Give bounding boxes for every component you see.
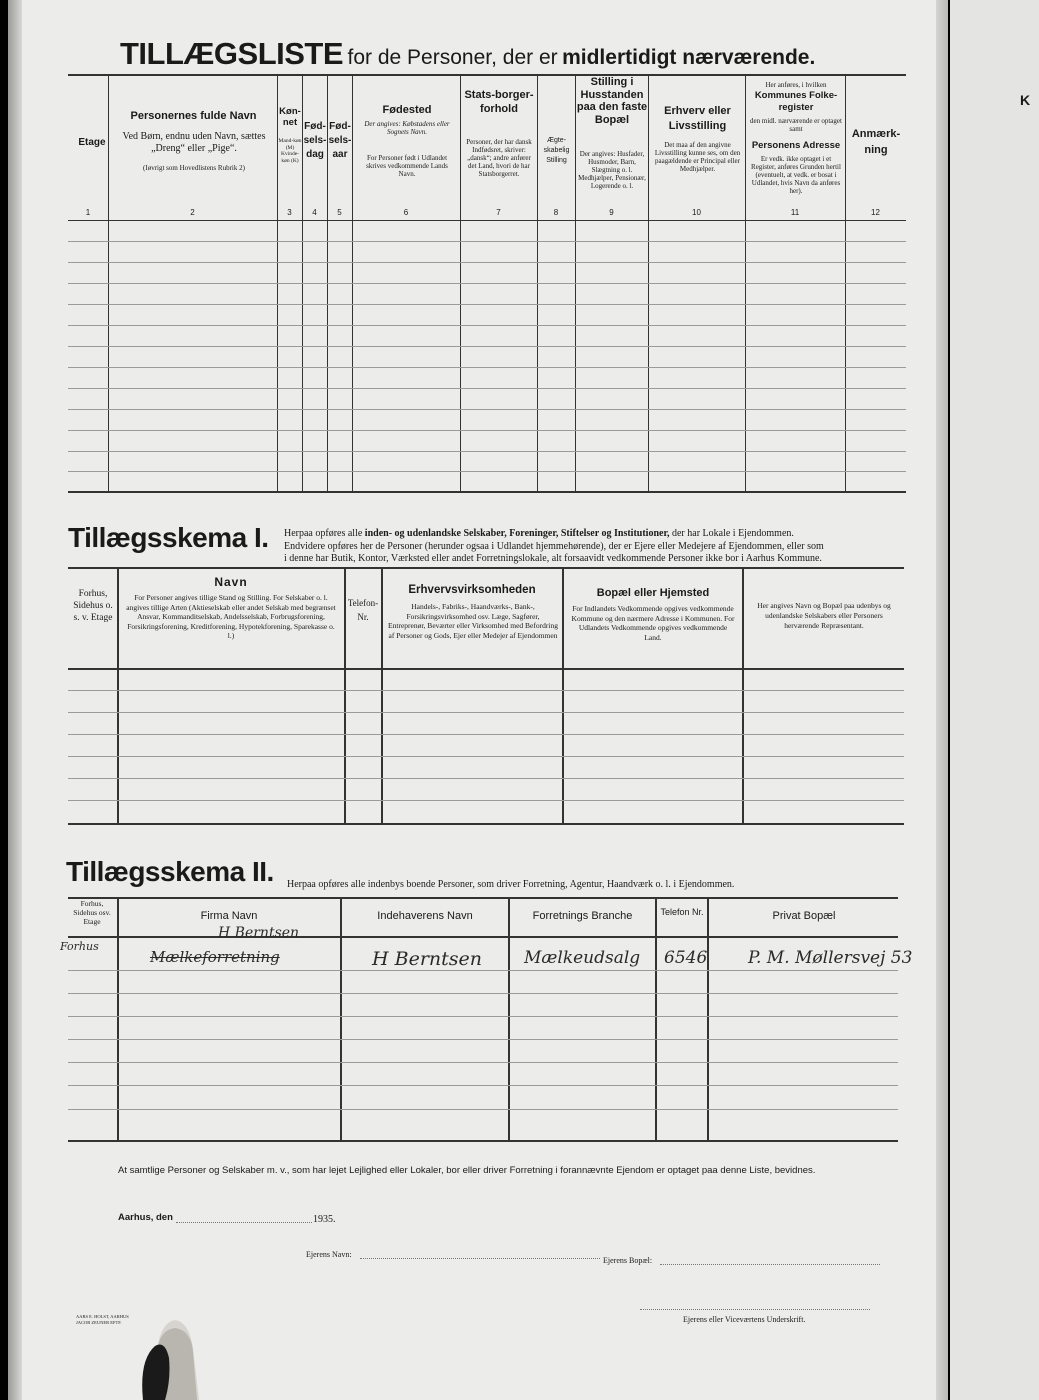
page-title (120, 36, 815, 72)
page-right-edge (936, 0, 948, 1400)
page-binding-edge (8, 0, 22, 1400)
col-etage-header: Etage (78, 137, 106, 148)
col-birthplace-note: Der angives: Købstadens eller Sognets Navn. (364, 120, 450, 136)
title-rest: for de Personer, der er (347, 46, 558, 69)
col-citizenship-note: Personer, der har dansk Indfødsret, skriver: „dansk“; andre anfører det Land, hvori de har Statsborgerret. (466, 138, 532, 178)
col-marital-header: Ægte-skabelig Stilling (543, 137, 570, 164)
skema1-desc-line2: Endvidere opføres her de Personer (herunder ogsaa i Udlandet hjemmehørende), der er Ejere eller Medejere af Ejendommen, eller som (284, 540, 824, 552)
skema2-col-firm: Firma Navn (200, 910, 258, 922)
entry-phone: 6546 (664, 948, 708, 968)
col-birthday-header: Fød-sels-dag (303, 121, 327, 160)
col-remark-header: Anmærk-ning (851, 128, 901, 156)
col-citizenship-header: Stats-borger-forhold (464, 89, 534, 115)
col-number: 10 (692, 208, 701, 217)
signature-label: Ejerens eller Viceværtens Underskrift. (683, 1315, 806, 1324)
skema1-desc-b: inden- og udenlandske Selskaber, Foreninger, Stiftelser og Institutioner, (364, 528, 670, 539)
skema2-col-owner: Indehaverens Navn (377, 910, 473, 922)
skema1-col-name: Navn (214, 575, 248, 589)
col-name-note: Ved Børn, endnu uden Navn, sættes „Dreng“ eller „Pige“. (122, 131, 266, 154)
entry-owner-name: H Berntsen (372, 948, 483, 970)
col-number: 12 (871, 208, 880, 217)
skema1-col-business-note: Handels-, Fabriks-, Haandværks-, Bank-, Forsikringsvirksomhed osv. Læge, Sagfører, Entreprenør, Beværter eller Virksomhed med Befordring af Personer og Gods, Ejer eller Medejer af Ejendommen (388, 602, 558, 640)
next-page-letter: K (1020, 92, 1031, 108)
owner-address-label: Ejerens Bopæl: (603, 1256, 653, 1265)
col-number: 4 (312, 208, 317, 217)
skema2-col-phone: Telefon Nr. (660, 907, 704, 917)
col-register-pre: Her anføres, i hvilken (765, 81, 827, 89)
skema1-col-etage: Forhus, Sidehus o. s. v. Etage (73, 589, 113, 623)
skema2-col-address: Privat Bopæl (772, 910, 836, 922)
entry-firm-struck: Mælkeforretning (150, 948, 280, 966)
skema1-col-representative-note: Her angives Navn og Bopæl paa udenbys og udenlandske Selskabers eller Personers herværende Repræsentant. (757, 601, 891, 630)
thumb-photo-artifact (135, 1300, 215, 1400)
title-big: TILLÆGSLISTE (120, 36, 344, 71)
skema1-col-phone: Telefon-Nr. (347, 598, 379, 622)
skema1-col-business: Erhvervsvirksomheden (408, 584, 536, 596)
col-birthplace-header: Fødested (382, 104, 432, 116)
skema1-desc-line3: i denne har Butik, Kontor, Værksted eller andet Forretningslokale, alt forsaavidt vedkommende Personer ikke bor i Aarhus Kommune. (284, 553, 822, 564)
skema2-col-branch: Forretnings Branche (532, 910, 633, 922)
col-number: 6 (403, 208, 409, 217)
col-number: 3 (287, 208, 292, 217)
owner-name-label: Ejerens Navn: (306, 1250, 352, 1259)
col-register-note: den midl. nærværende er optaget samt (750, 117, 842, 133)
skema1-title: Tillægsskema I. (68, 522, 269, 553)
entry-branch: Mælkeudsalg (524, 948, 641, 968)
col-number: 8 (553, 208, 559, 217)
col-number: 2 (190, 208, 195, 217)
skema1-desc-a: Herpaa opføres alle (284, 528, 363, 539)
year-label: 1935. (313, 1214, 336, 1225)
title-bold: midlertidigt nærværende. (562, 46, 816, 69)
skema2-title: Tillægsskema II. (66, 856, 274, 887)
col-household-header: Stilling i Husstanden paa den faste Bopæl (576, 76, 648, 126)
skema1-col-name-note: For Personer angives tillige Stand og Stilling. For Selskaber o. l. angives tillige Arten (Aktieselskab eller andet Selskab med begrænset Ansvar, Kommanditselskab, Andelsselskab, Forbrugsforening, Forsikringsforening, Kreditforening, Hypotekforening, Sparekasse o. l.) (126, 593, 336, 640)
col-register-header: Kommunes Folke-register (754, 90, 838, 113)
skema2-description: Herpaa opføres alle indenbys boende Personer, som driver Forretning, Agentur, Haandværk o. l. i Ejendommen. (287, 879, 735, 890)
skema1-desc-c: der har Lokale i Ejendommen. (671, 528, 794, 539)
col-number: 5 (337, 208, 342, 217)
printer-mark: AARS E. HOLST, AARHUS JACOB ZEUNER EFTF. (76, 1314, 129, 1325)
skema1-description (284, 528, 904, 566)
next-page-edge (950, 0, 1039, 1400)
col-name-note2: (Iøvrigt som Hovedlistens Rubrik 2) (143, 164, 245, 172)
col-address-note: Er vedk. ikke optaget i et Register, anføres Grunden hertil (eventuelt, at vedk. er bosat i Udlandet, hvis Navn da anføres her). (751, 155, 841, 195)
col-name-header: Personernes fulde Navn (130, 110, 257, 122)
skema2-col-etage: Forhus, Sidehus osv. Etage (73, 899, 111, 926)
entry-etage: Forhus (60, 940, 99, 953)
col-household-note: Der angives: Husfader, Husmoder, Barn, Slægtning o. l. Medhjælper, Pensionær, Logerende o. l. (578, 150, 646, 190)
col-occupation-note: Det maa af den angivne Livsstilling kunne ses, om den paagældende er Principal eller Medhjælper. (654, 141, 741, 173)
col-number: 9 (609, 208, 614, 217)
col-birthyear-header: Fød-sels-aar (328, 121, 352, 160)
col-number: 1 (85, 208, 91, 217)
skema1-col-residence-note: For Indlandets Vedkommende opgives vedkommende Kommune og den nærmere Adresse i Kommunen. For Udlandets Vedkommende opgives vedkommende Land. (571, 604, 735, 642)
skema1-col-residence: Bopæl eller Hjemsted (596, 587, 710, 599)
entry-address: P. M. Møllersvej 53 (748, 948, 913, 968)
entry-firm-name: H Berntsen (218, 925, 300, 941)
col-number: 11 (790, 208, 800, 217)
col-gender-note: Mand-køn (M) Kvinde-køn (K) (278, 138, 302, 164)
place-date-label: Aarhus, den (118, 1212, 173, 1223)
col-birthplace-note2: For Personer født i Udlandet skrives vedkommende Lands Navn. (366, 154, 448, 178)
col-occupation-header: Erhverv eller Livsstilling (664, 105, 731, 132)
col-address-header: Personens Adresse (751, 140, 841, 151)
certification-text: At samtlige Personer og Selskaber m. v., som har lejet Lejlighed eller Lokaler, bor eller driver Forretning i forannævnte Ejendom er optaget paa denne Liste, bevidnes. (118, 1165, 816, 1176)
col-number: 7 (496, 208, 501, 217)
col-gender-header: Køn-net (279, 106, 301, 128)
